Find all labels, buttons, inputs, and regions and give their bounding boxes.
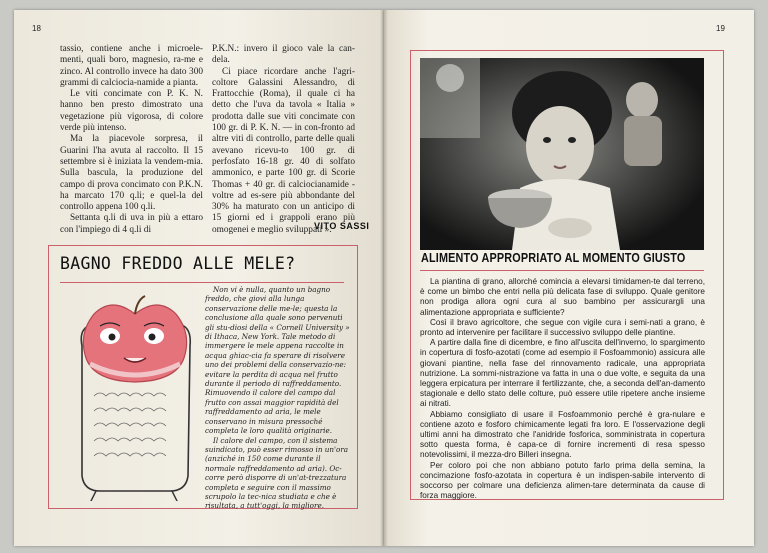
- paragraph: Non vi è nulla, quanto un bagno freddo, che giovi alla lunga conservazione delle me-le; questa la conclusione alla quale sono pervenuti gli stu-diosi della « Cornell University » di Ithaca, New York. Tale metodo di immergere le mele appena raccolte in acqua ghiac-cia fa sperare di risolvere uno dei problemi della conservazio-ne: evitare la perdita di acqua nel frutto durante il periodo di raffreddamento. Rimuovendo il calore del campo dal frutto con assai maggior rapidità del raffreddamento ad aria, le mele conservano in misura pressoché completa le loro qualità originarie.: [205, 285, 350, 436]
- apple-in-bathtub-illustration: [60, 286, 210, 501]
- box-title: BAGNO FREDDO ALLE MELE?: [60, 254, 296, 273]
- paragraph: P.K.N.: invero il gioco vale la can-dela.: [212, 44, 355, 66]
- box-text: [205, 285, 351, 511]
- box-divider: [60, 282, 344, 283]
- article-body: [420, 277, 705, 501]
- paragraph: Abbiamo consigliato di usare il Fosfoammonio perché è gra-nulare e contiene azoto e fosforo chimicamente legati fra loro. E l'osservazione degli ultimi anni ha dimostrato che l'anidride fosforica, somministrata in copertura sotto questa forma, è capa-ce di fornire incrementi di resa spesso notevolissimi, il mezza-dro Billeri insegna.: [420, 409, 705, 460]
- paragraph: tassio, contiene anche i microele-menti, quali boro, magnesio, ra-me e zinco. Al controllo invece ha dato 300 grammi di calciocia-namide a pianta.: [60, 44, 203, 88]
- left-column-1: [60, 44, 203, 236]
- left-column-2: [212, 44, 355, 236]
- child-eating-photo: [420, 58, 704, 250]
- author-signature: VITO SASSI: [314, 221, 370, 231]
- paragraph: Ci piace ricordare anche l'agri-coltore Galassini Alessandro, di Frattocchie (Roma), il quale ci ha detto che l'uva da tavola « Italia » prodotta dalle sue viti concimate con 100 gr. di P. K. N. — in con-fronto ad altre viti di controllo, parte delle quali avevano ricevu-to 100 gr. di perfosfato 16-18 gr. 40 di solfato ammonico, e parte 100 gr. di Scorie Thomas + 40 gr. di calciocianamide - voltre ad es-sere più abbondante del 30% ha maturato con un anticipo di 15 giorni ed i grappoli erano più omogenei e meglio sviluppati ».: [212, 66, 355, 235]
- page-gutter: [380, 10, 388, 546]
- paragraph: A partire dalla fine di dicembre, e fino all'uscita dell'inverno, lo spargimento in copertura di fosfo-azotati (come ad esempio il Fosfoammonio) assicura alle giovani piantine, nella fase del rinnovamento radicale, una appropriata nutrizione. La sommi-nistrazione va fatta in una o due volte, e seguita da una leggera erpicatura per interrare il fertilizzante, che, a seconda dell'an-damento stagionale e dello stato delle colture, può essere utile ripetere anche insieme ai nitrati.: [420, 338, 705, 409]
- paragraph: La piantina di grano, allorché comincia a elevarsi timidamen-te dal terreno, è come un bimbo che entri nella più delicata fase di sviluppo. Quale genitore non prodiga allora ogni cura al suo bambino per assicurargli una alimentazione appropriata e sufficiente?: [420, 277, 705, 317]
- article-title: ALIMENTO APPROPRIATO AL MOMENTO GIUSTO: [421, 251, 686, 265]
- left-page-number: 18: [32, 24, 41, 33]
- right-page-number: 19: [716, 24, 725, 33]
- paragraph: Per coloro poi che non abbiano potuto farlo prima della semina, la concimazione fosfo-azotata in copertura è un indispen-sabile intervento di soccorso per colmare una deficienza alimen-tare determinata da cause di forza maggiore.: [420, 460, 705, 501]
- paragraph: Le viti concimate con P. K. N. hanno ben presto dimostrato una vegetazione più vigorosa, di colore verde più intenso.: [60, 89, 203, 134]
- paragraph: Così il bravo agricoltore, che segue con vigile cura i semi-nati a grano, è pronto ad intervenire per facilitare il successivo sviluppo delle piantine.: [420, 317, 705, 338]
- paragraph: Il calore del campo, con il sistema suindicato, può esser rimosso in un'ora (anziché in 150 come durante il normale raffreddamento ad aria). Oc-corre però disporre di un'at-trezzatura completa e seguire con il massimo scrupolo la tec-nica studiata e che è risultata, a tutt'oggi, la migliore.: [205, 435, 349, 511]
- title-divider: [420, 270, 704, 271]
- paragraph: Settanta q.li di uva in più a ettaro con l'impiego di 4 q.li di: [60, 213, 203, 235]
- paragraph: Ma la piacevole sorpresa, il Guarini l'ha avuta al raccolto. Il 15 settembre si è iniziata la vendem-mia. Sulla bascula, la produzione del campo di prova concimato con P.K.N. ha marcato 170 q.li; e quel-la del controllo appena 100 q.li.: [60, 134, 203, 213]
